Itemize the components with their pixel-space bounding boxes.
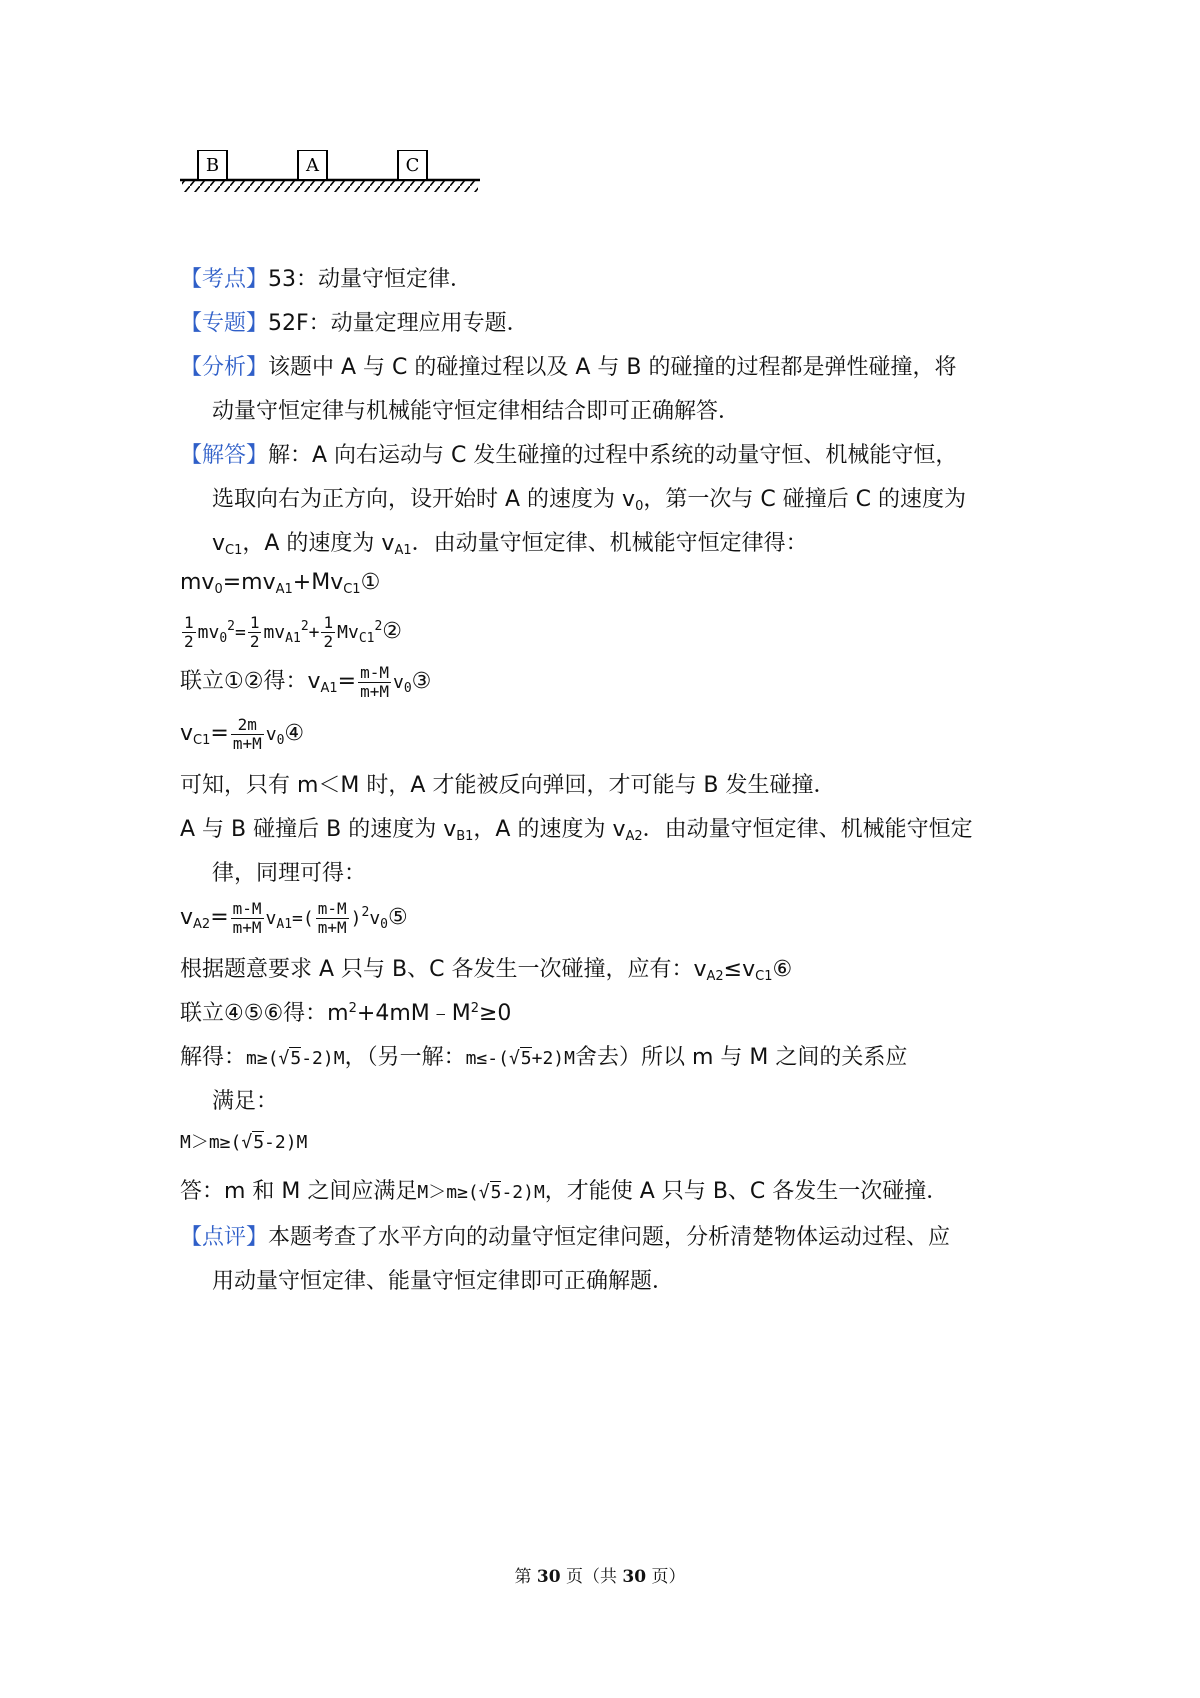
ab-text-2: 律，同理可得：	[212, 861, 367, 886]
jiede-line-2	[180, 1084, 1020, 1128]
condition-line	[180, 768, 1020, 812]
equation-3: 联立①②得：$v_{A1}=$ $\frac{m-M}{m+M}$ $v_0③$	[180, 663, 432, 701]
zhuanti-tag: 【专题】	[180, 311, 269, 336]
jieda-text-1: 解：A 向右运动与 C 发生碰撞的过程中系统的动量守恒、机械能守恒，	[268, 443, 958, 468]
fenxi-tag: 【分析】	[180, 355, 269, 380]
equation-2: $\frac{1}{2}$ $mv_0^2=$ $\frac{1}{2}$ $mv_{A1}^2+$ $\frac{1}{2}$ $Mv_{C1}^2②$	[184, 613, 403, 651]
block-a-label: A	[306, 155, 319, 176]
dianping-line-2	[180, 1264, 1020, 1308]
answer-line: 答：m 和 M 之间应满足M＞m≥(√5-2)M，才能使 A 只与 B、C 各发生一次碰撞．	[180, 1179, 949, 1204]
ab-text-1a: A 与 B 碰撞后 B 的速度为 v	[180, 817, 457, 842]
footer-text-b: 页（共	[560, 1567, 623, 1587]
footer-text-a: 第	[514, 1567, 537, 1587]
fenxi-line-2	[180, 394, 1020, 438]
dianping-text-2: 用动量守恒定律、能量守恒定律即可正确解题．	[212, 1269, 675, 1294]
ab-text-1b: ，A 的速度为 v	[473, 817, 626, 842]
requirement-line: 根据题意要求 A 只与 B、C 各发生一次碰撞，应有：$v_{A2}\le v_{C1}⑥$	[180, 957, 793, 984]
lianli2-text-c: ≥0	[479, 1001, 512, 1026]
ground-hatch	[182, 180, 478, 192]
footer-total-pages: 30	[622, 1567, 647, 1587]
equation-5: $v_{A2}=$ $\frac{m-M}{m+M}$ $v_{A1}=$( $\frac{m-M}{m+M}$ )$^2v_0⑤$	[180, 899, 408, 937]
ab-line-2	[180, 856, 1020, 900]
jieda-line-3: $v_{C1}$，A 的速度为 $v_{A1}$．由动量守恒定律、机械能守恒定律得：	[212, 531, 808, 558]
lianli2-text-a: 联立④⑤⑥得：m	[180, 1001, 349, 1026]
jieda-text-3b: ．由动量守恒定律、机械能守恒定律得：	[411, 531, 808, 556]
equation-4: $v_{C1}=$ $\frac{2m}{m+M}$ $v_0④$	[180, 715, 305, 753]
solution-content	[180, 262, 1020, 1308]
blocks-diagram-svg	[180, 150, 500, 210]
zhuanti-line	[180, 306, 1020, 350]
jiede-text-2: 满足：	[212, 1089, 279, 1114]
ab-text-1c: ．由动量守恒定律、机械能守恒定	[642, 817, 973, 842]
blocks-diagram	[180, 150, 500, 210]
dianping-line-1	[180, 1220, 1020, 1264]
kaodian-tag: 【考点】	[180, 267, 269, 292]
fenxi-text-2: 动量守恒定律与机械能守恒定律相结合即可正确解答．	[212, 399, 741, 424]
block-b-label: B	[205, 155, 220, 176]
footer-page-number: 30	[536, 1567, 561, 1587]
lianli-line-2: 联立④⑤⑥得：$m^2+4mM﹣M^2\ge 0$	[180, 1001, 512, 1026]
kaodian-line	[180, 262, 1020, 306]
requirement-text: 根据题意要求 A 只与 B、C 各发生一次碰撞，应有：v	[180, 957, 707, 982]
footer-text-c: 页）	[646, 1567, 686, 1587]
fenxi-text-1: 该题中 A 与 C 的碰撞过程以及 A 与 B 的碰撞的过程都是弹性碰撞，将	[268, 355, 957, 380]
block-c-label: C	[405, 155, 420, 176]
condition-text: 可知，只有 m＜M 时，A 才能被反向弹回，才可能与 B 发生碰撞．	[180, 773, 836, 798]
dianping-tag: 【点评】	[180, 1225, 269, 1250]
jieda-text-2b: ，第一次与 C 碰撞后 C 的速度为	[643, 487, 967, 512]
dianping-text-1: 本题考查了水平方向的动量守恒定律问题，分析清楚物体运动过程、应	[268, 1225, 951, 1250]
jieda-text-2a: 选取向右为正方向，设开始时 A 的速度为 v	[212, 487, 636, 512]
page-footer	[0, 1562, 1200, 1587]
equation-1: $mv_0=mv_{A1}+Mv_{C1}①$	[180, 570, 381, 597]
final-relation: M＞m≥(√5-2)M	[180, 1132, 308, 1153]
answer-text-b: ，才能使 A 只与 B、C 各发生一次碰撞．	[544, 1179, 949, 1204]
lianli2-text-b: +4mM﹣M	[356, 1001, 471, 1026]
jieda-tag: 【解答】	[180, 443, 269, 468]
jiede-text-c: 舍去）所以 m 与 M 之间的关系应	[574, 1045, 908, 1070]
zhuanti-text: 52F：动量定理应用专题．	[268, 311, 529, 336]
answer-text-a: 答：m 和 M 之间应满足	[180, 1179, 418, 1204]
jiede-text-a: 解得：	[180, 1045, 247, 1070]
jieda-line-2	[180, 482, 1020, 526]
jieda-text-3a: ，A 的速度为 v	[242, 531, 395, 556]
jiede-text-b: ，（另一解：	[344, 1045, 466, 1070]
lianli-prefix: 联立①②得：	[180, 669, 308, 695]
kaodian-text: 53：动量守恒定律．	[268, 267, 473, 292]
jiede-line-1: 解得：m≥(√5-2)M，（另一解：m≤-(√5+2)M舍去）所以 m 与 M 之间的关系应	[180, 1045, 908, 1070]
fenxi-line-1	[180, 350, 1020, 394]
sub-0: 0	[635, 499, 644, 514]
jieda-line-1	[180, 438, 1020, 482]
ab-line-1: A 与 B 碰撞后 B 的速度为 $v_{B1}$，A 的速度为 $v_{A2}$．由动量守恒定律、机械能守恒定	[180, 817, 973, 844]
